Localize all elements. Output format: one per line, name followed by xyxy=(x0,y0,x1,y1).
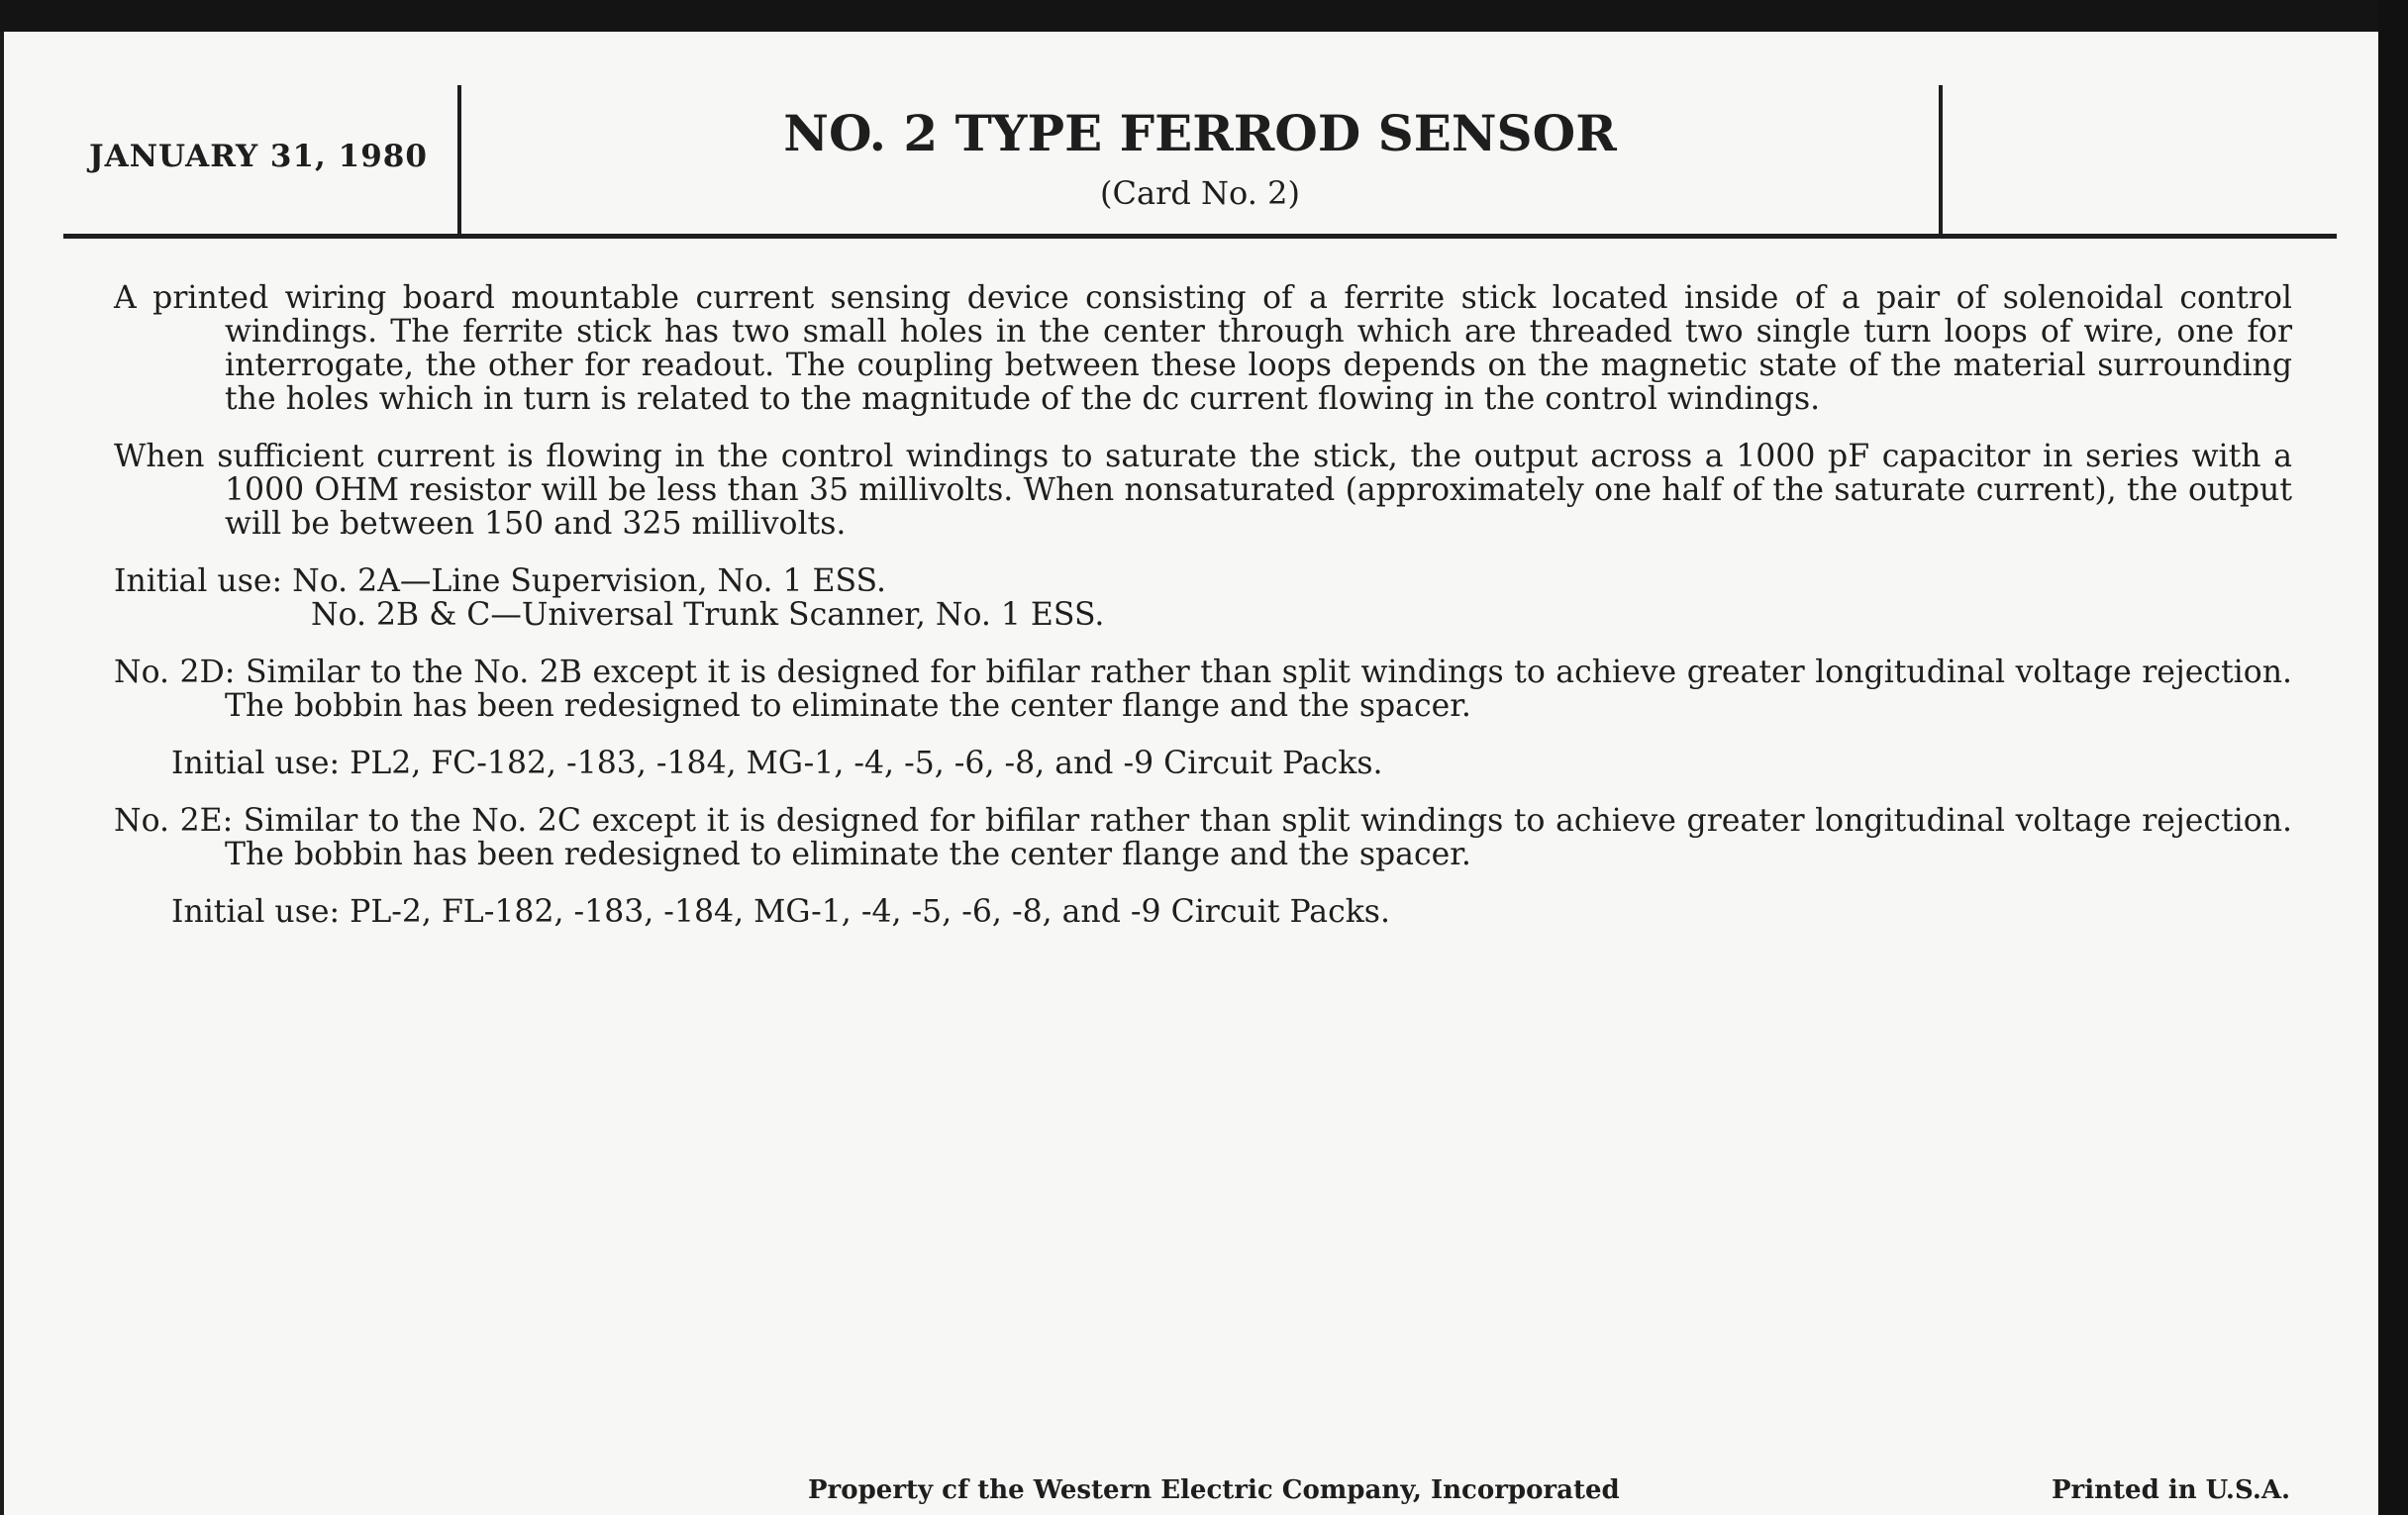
header-divider-right xyxy=(1939,85,1943,234)
no-2e-paragraph: No. 2E: Similar to the No. 2C except it is designed for bifilar rather than split windings to achieve greater longitudinal voltage rejection. The bobbin has been redesigned to eliminate the center flange and the spacer. xyxy=(114,803,2292,872)
footer-property: Property cf the Western Electric Company, Incorporated xyxy=(808,1475,1620,1505)
footer-printed: Printed in U.S.A. xyxy=(2052,1475,2291,1505)
description-paragraph: A printed wiring board mountable current sensing device consisting of a ferrite stick located inside of a pair of solenoidal control windings. The ferrite stick has two small holes in the center through which are threaded two single turn loops of wire, one for interrogate, the other for readout. The coupling between these loops depends on the magnetic state of the material surrounding the holes which in turn is related to the magnitude of the dc current flowing in the control windings. xyxy=(114,280,2292,417)
document-title: NO. 2 TYPE FERROD SENSOR xyxy=(783,104,1617,162)
initial-use-2d: Initial use: PL2, FC-182, -183, -184, MG-1, -4, -5, -6, -8, and -9 Circuit Packs. xyxy=(171,746,1383,781)
scan-border-right xyxy=(2378,0,2408,1515)
header-rule xyxy=(63,234,2337,239)
no-2d-paragraph: No. 2D: Similar to the No. 2B except it is designed for bifilar rather than split windings to achieve greater longitudinal voltage rejection. The bobbin has been redesigned to eliminate the center flange and the spacer. xyxy=(114,655,2292,724)
document-date: JANUARY 31, 1980 xyxy=(89,139,428,174)
document-subtitle: (Card No. 2) xyxy=(1100,174,1300,212)
document-body xyxy=(114,281,2292,953)
initial-use-block xyxy=(114,564,2292,632)
initial-use-line-2a: Initial use: No. 2A—Line Supervision, No. 1 ESS. xyxy=(114,563,887,599)
initial-use-2e: Initial use: PL-2, FL-182, -183, -184, MG-1, -4, -5, -6, -8, and -9 Circuit Packs. xyxy=(171,894,1390,930)
scan-border-top xyxy=(0,0,2408,32)
initial-use-line-2bc: No. 2B & C—Universal Trunk Scanner, No. 1 ESS. xyxy=(311,597,1105,633)
saturation-paragraph: When sufficient current is flowing in the control windings to saturate the stick, the output across a 1000 pF capacitor in series with a 1000 OHM resistor will be less than 35 millivolts. When nonsaturated (approximately one half of the saturate current), the output will be between 150 and 325 millivolts. xyxy=(114,439,2292,542)
